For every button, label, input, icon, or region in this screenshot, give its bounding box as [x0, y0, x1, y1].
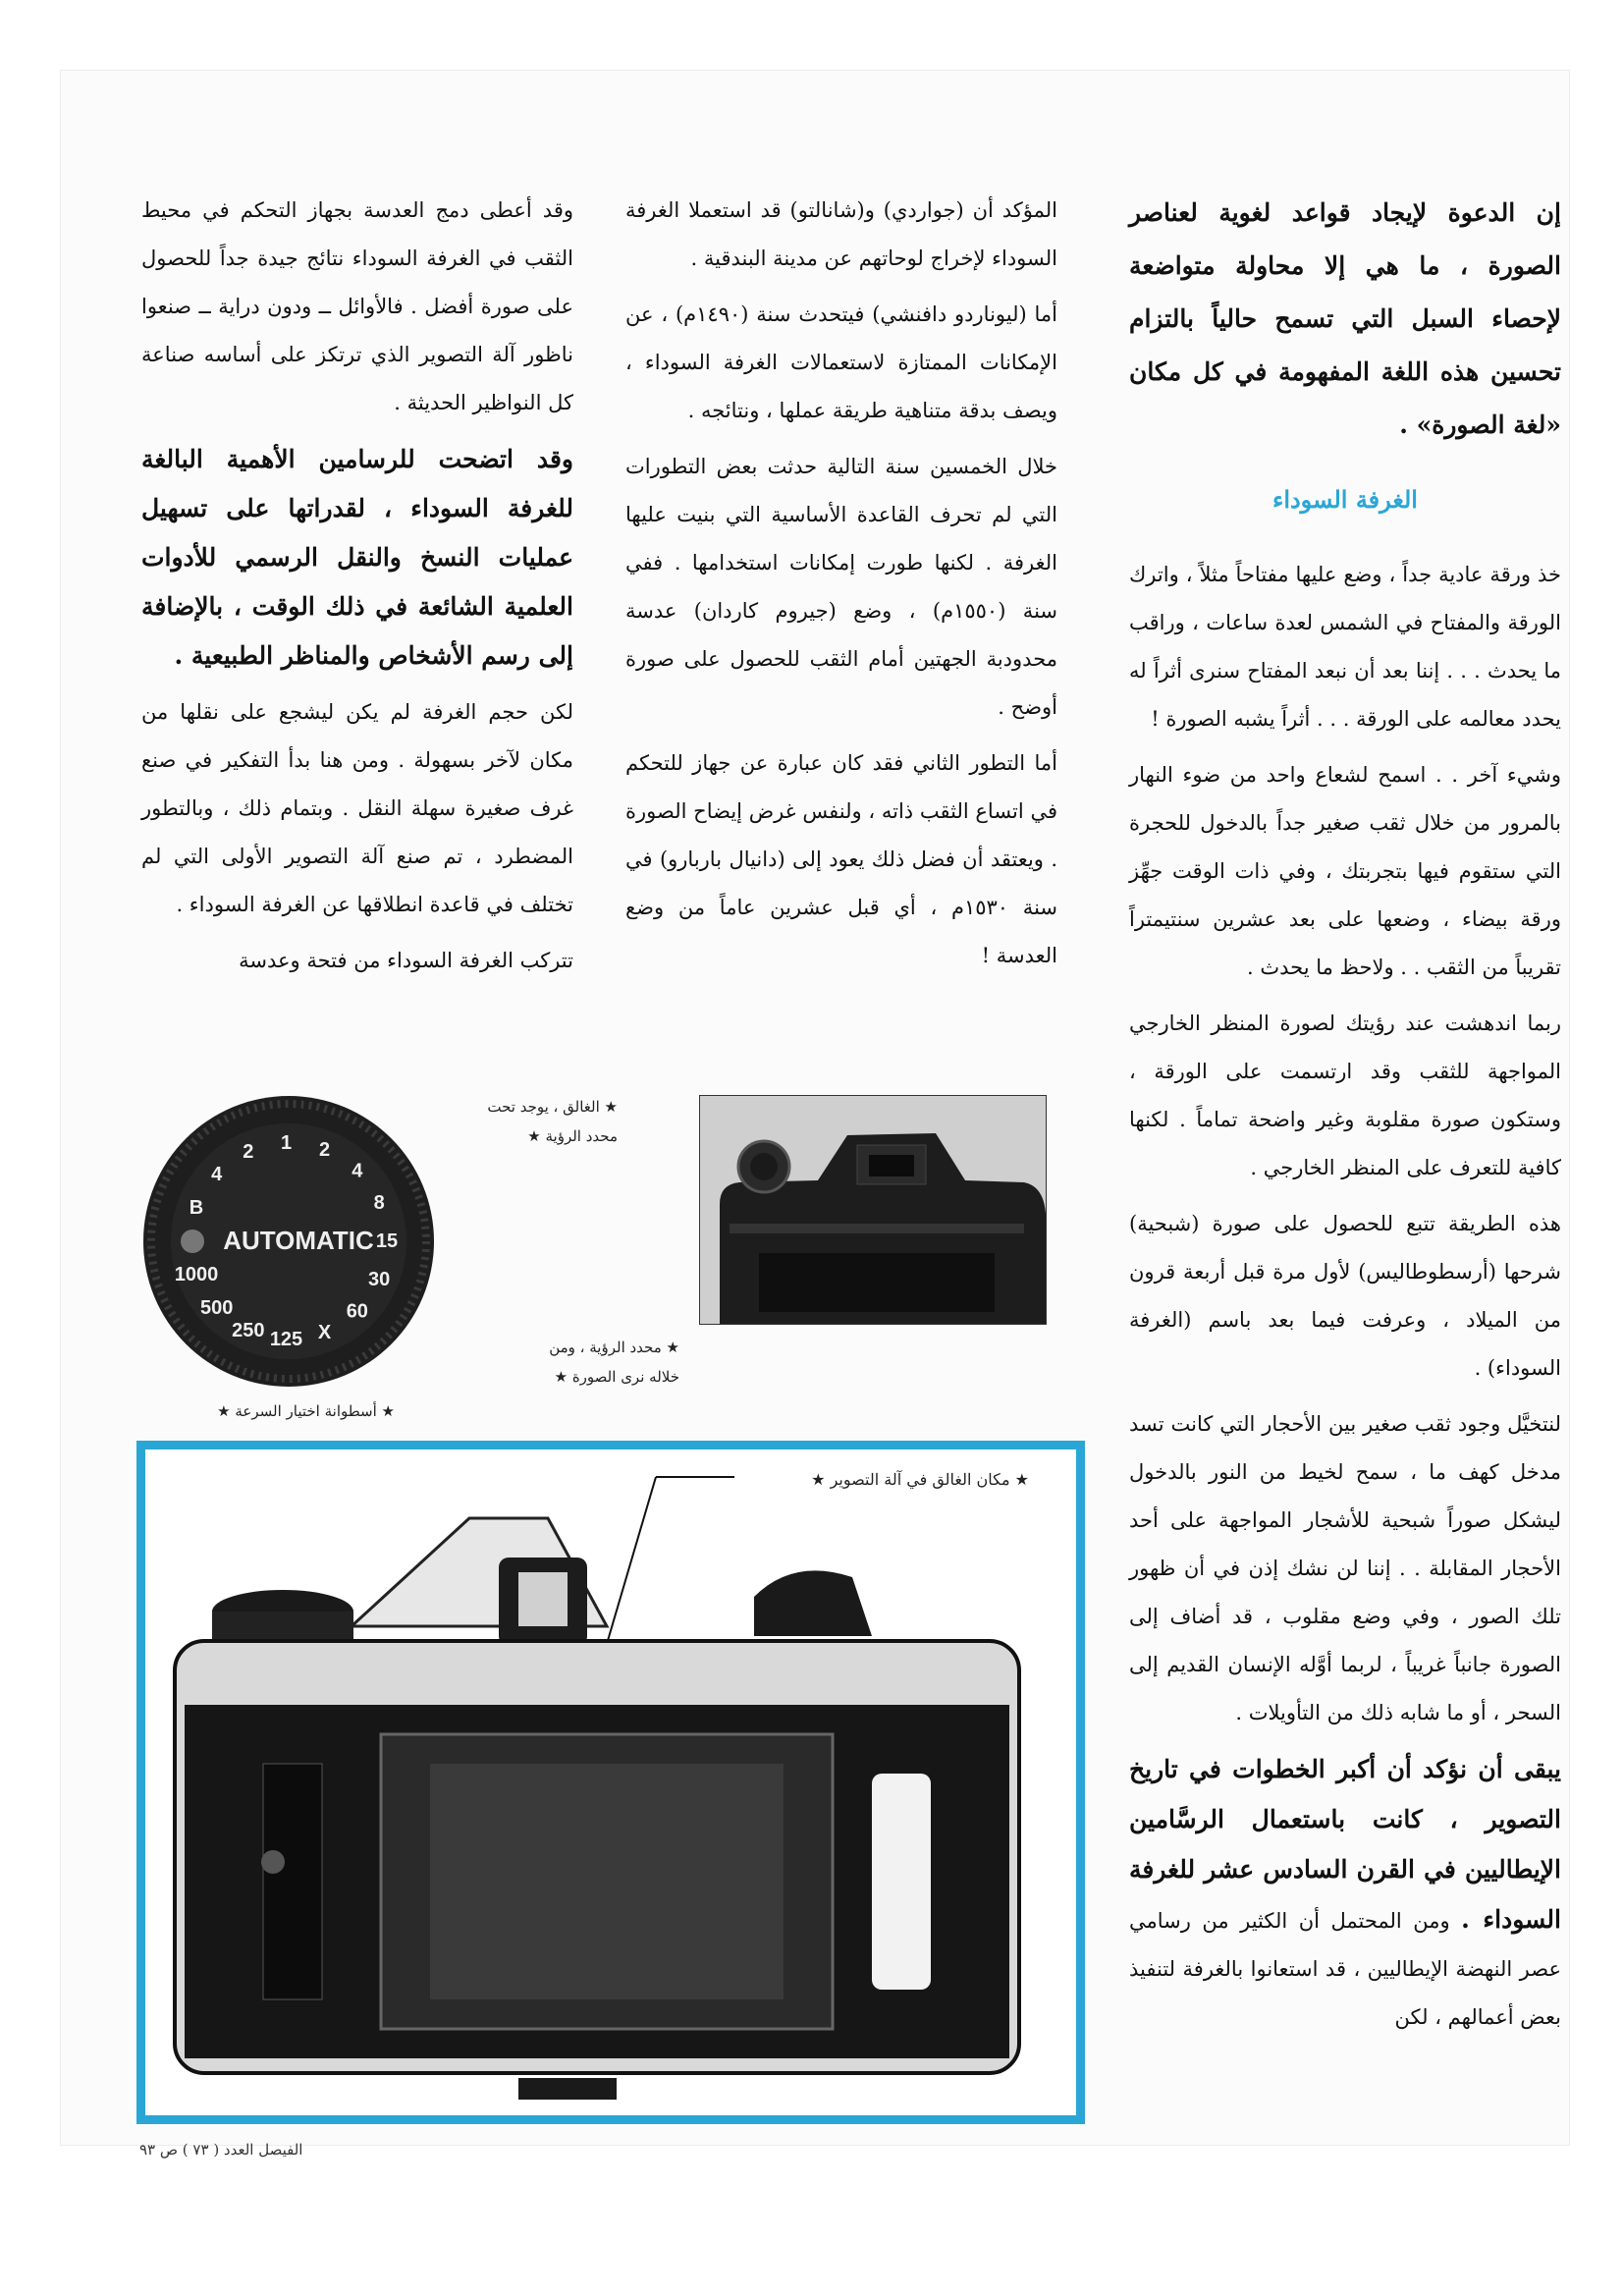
camera-back-illustration [145, 1449, 1076, 2115]
paragraph [1129, 1745, 1561, 2042]
dial-speed-label: 4 [352, 1160, 363, 1182]
paragraph: أما التطور الثاني فقد كان عبارة عن جهاز للتحكم في اتساع الثقب ذاته ، ولنفس غرض إيضاح الصورة . ويعتقد أن فضل ذلك يعود إلى (دانيال باربارو) في سنة ١٥٣٠م ، أي قبل عشرين عاماً من وضع العدسة ! [625, 751, 1057, 967]
paragraph: هذه الطريقة تتبع للحصول على صورة (شبحية) شرحها (أرسطوطاليس) لأول مرة قبل أربعة قرون من الميلاد ، وعرفت فيما بعد باسم (الغرفة السوداء) . [1129, 1212, 1561, 1380]
speed-dial [141, 1094, 436, 1389]
dial-speed-label: 1000 [174, 1264, 219, 1286]
dial-speed-label: 250 [232, 1320, 265, 1342]
camera-back-photo-frame [136, 1441, 1085, 2124]
dial-center-label: AUTOMATIC [223, 1226, 374, 1255]
camera-top-illustration [700, 1096, 1046, 1324]
viewfinder-photo [699, 1095, 1047, 1325]
paragraph: تتركب الغرفة السوداء من فتحة وعدسة [239, 949, 573, 972]
dial-speed-label: 4 [211, 1163, 223, 1185]
section-heading: الغرفة السوداء [1272, 485, 1418, 514]
page-footer: الفيصل العدد ( ٧٣ ) ص ٩٣ [139, 2141, 303, 2159]
dial-speed-label: 500 [200, 1297, 234, 1320]
dial-speed-label: 8 [373, 1192, 385, 1215]
dial-indicator-dot [181, 1230, 204, 1253]
column-right [1129, 187, 1561, 2050]
caption-shutter: ★ الغالق ، يوجد تحت محدد الرؤية ★ [487, 1098, 618, 1145]
dial-speed-label: B [189, 1196, 204, 1219]
dial-speed-label: 125 [269, 1328, 303, 1350]
paragraph: المؤكد أن (جواردي) و(شانالتو) قد استعملا الغرفة السوداء لإخراج لوحاتهم عن مدينة البندقية . [625, 198, 1057, 270]
caption-dial: ★ أسطوانة اختيار السرعة ★ [217, 1402, 395, 1420]
column-middle [625, 187, 1057, 988]
paragraph: خذ ورقة عادية جداً ، وضع عليها مفتاحاً مثلاً ، واترك الورقة والمفتاح في الشمس لعدة ساعات ، وراقب ما يحدث . . . إننا بعد أن نبعد المفتاح سنرى أثراً له يحدد معالمه على الورقة . . . أثراً يشبه الصورة ! [1129, 563, 1561, 731]
bold-paragraph: وقد اتضحت للرسامين الأهمية البالغة للغرفة السوداء ، لقدراتها على تسهيل عمليات النسخ والنقل الرسمي للأدوات العلمية الشائعة في ذلك الوقت ، بالإضافة إلى رسم الأشخاص والمناظر الطبيعية . [141, 445, 573, 670]
paragraph: وشيء آخر . . اسمح لشعاع واحد من ضوء النهار بالمرور من خلال ثقب صغير جداً بالدخول للحجرة التي ستقوم فيها بتجربتك ، وفي ذات الوقت جهِّز ورقة بيضاء ، وضعها على بعد عشرين سنتيمتراً تقريباً من الثقب . . ولاحظ ما يحدث . [1129, 763, 1561, 979]
paragraph-text: ومن المحتمل أن الكثير من رسامي عصر النهضة الإيطاليين ، قد استعانوا بالغرفة لتنفيذ بعض أعمالهم ، لكن [1129, 1909, 1561, 2029]
dial-speed-label: 1 [280, 1132, 293, 1155]
dial-speed-label: 60 [346, 1300, 368, 1323]
caption-shutter-location: ★ مكان الغالق في آلة التصوير ★ [811, 1470, 1029, 1489]
speed-dial-graphic [141, 1094, 436, 1389]
paragraph: خلال الخمسين سنة التالية حدثت بعض التطورات التي لم تحرف القاعدة الأساسية التي بنيت عليها الغرفة . لكنها طورت إمكانات استخدامها . ففي سنة (١٥٥٠م) ، وضع (جيروم كاردان) عدسة محدودبة الجهتين أمام الثقب للحصول على صورة أوضح . [625, 455, 1057, 719]
lead-paragraph: إن الدعوة لإيجاد قواعد لغوية لعناصر الصورة ، ما هي إلا محاولة متواضعة لإحصاء السبل التي تسمح حالياً بالتزام تحسين هذه اللغة المفهومة في كل مكان «لغة الصورة» . [1129, 198, 1561, 439]
dial-speed-label: X [317, 1322, 332, 1344]
dial-speed-label: 2 [318, 1138, 331, 1161]
column-left [141, 187, 573, 993]
magazine-page [61, 71, 1569, 2159]
dial-speed-label: 2 [243, 1140, 254, 1163]
paragraph: وقد أعطى دمج العدسة بجهاز التحكم في محيط الثقب في الغرفة السوداء نتائج جيدة جداً للحصول على صورة أفضل . فالأوائل ــ ودون دراية ــ صنعوا ناظور آلة التصوير الذي ترتكز على أساسه صناعة كل النواظير الحديثة . [141, 198, 573, 414]
paragraph: لنتخيَّل وجود ثقب صغير بين الأحجار التي كانت تسد مدخل كهف ما ، سمح لخيط من النور بالدخول ليشكل صوراً شبحية للأشجار المواجهة على أحد الأحجار المقابلة . . إننا لن نشك إذن في أن ظهور تلك الصور ، وفي وضع مقلوب ، قد أضاف إلى الصورة جانباً غريباً ، لربما أوَّله الإنسان القديم إلى السحر ، أو ما شابه ذلك من التأويلات . [1129, 1412, 1561, 1724]
paragraph: أما (ليوناردو دافنشي) فيتحدث سنة (١٤٩٠م) ، عن الإمكانات الممتازة لاستعمالات الغرفة السوداء ، ويصف بدقة متناهية طريقة عملها ، ونتائجه . [625, 302, 1057, 422]
dial-speed-label: 15 [375, 1230, 399, 1252]
paragraph: لكن حجم الغرفة لم يكن ليشجع على نقلها من مكان لآخر بسهولة . ومن هنا بدأ التفكير في صنع غرف صغيرة سهلة النقل . وبتمام ذلك ، وبالتطور المضطرد ، تم صنع آلة التصوير الأولى التي لم تختلف في قاعدة انطلاقها عن الغرفة السوداء . [141, 700, 573, 916]
paragraph: ربما اندهشت عند رؤيتك لصورة المنظر الخارجي المواجهة للثقب وقد ارتسمت على الورقة ، وستكون صورة مقلوبة وغير واضحة تماماً . لكنها كافية للتعرف على المنظر الخارجي . [1129, 1011, 1561, 1179]
dial-speed-label: 30 [368, 1268, 391, 1290]
bold-text: يبقى أن نؤكد أن أكبر الخطوات في تاريخ التصوير ، كانت باستعمال الرسَّامين الإيطاليين في القرن السادس عشر للغرفة السوداء . [1129, 1755, 1561, 1934]
caption-viewfinder: ★ محدد الرؤية ، ومن خلاله نرى الصورة ★ [549, 1339, 679, 1386]
